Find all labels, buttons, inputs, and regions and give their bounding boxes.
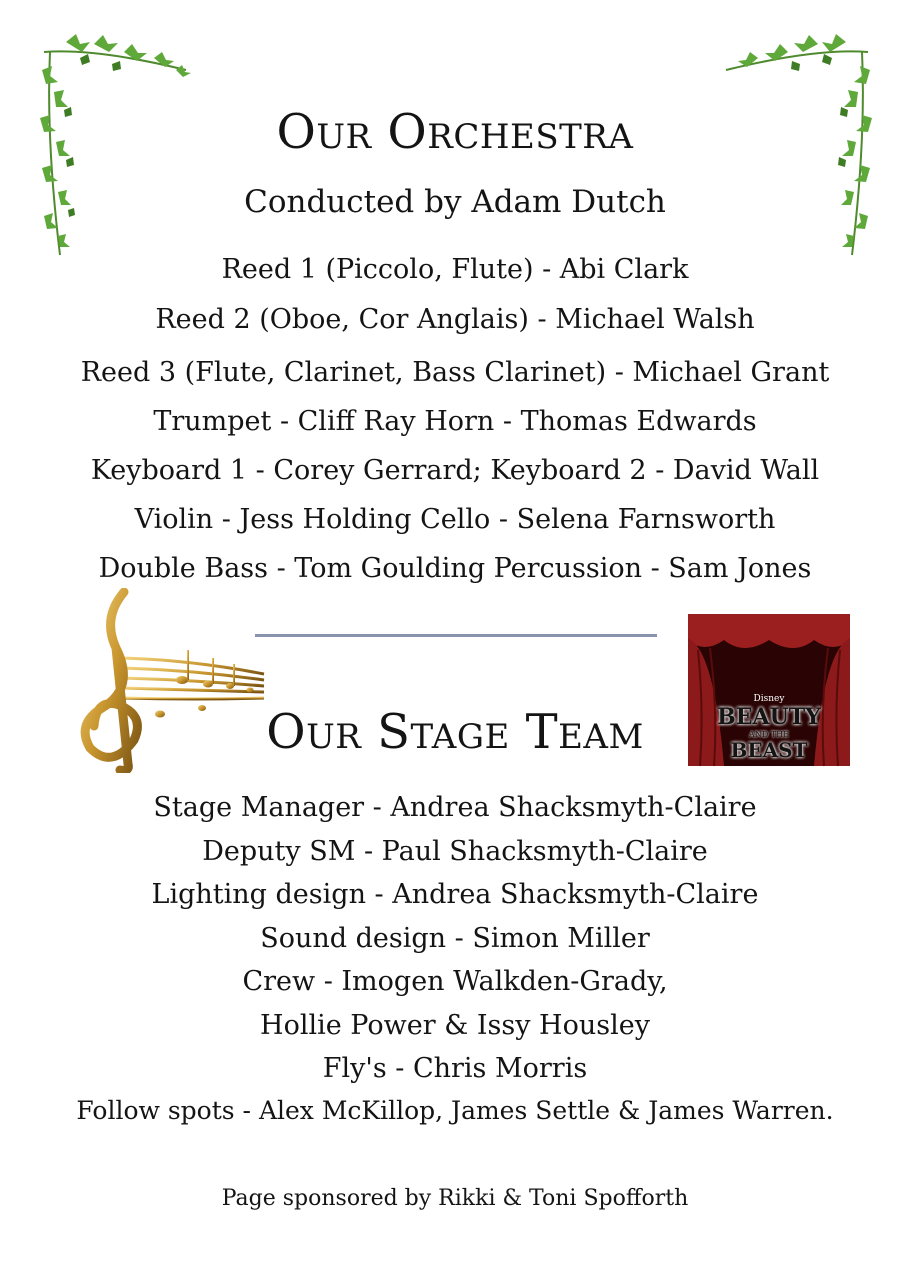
logo-and-the-text: AND THE	[749, 730, 789, 739]
stage-line-crew-continued: Hollie Power & Issy Housley	[260, 1010, 650, 1041]
orchestra-line-strings: Violin - Jess Holding Cello - Selena Farnsworth	[134, 504, 776, 535]
conductor-line: Conducted by Adam Dutch	[244, 184, 666, 220]
stage-team-heading: Our Stage Team	[266, 704, 644, 760]
stage-line-crew: Crew - Imogen Walkden-Grady,	[242, 966, 668, 997]
stage-line-flys: Fly's - Chris Morris	[322, 1053, 588, 1084]
stage-line-lighting: Lighting design - Andrea Shacksmyth-Claire	[151, 879, 759, 910]
stage-line-sound: Sound design - Simon Miller	[260, 923, 650, 954]
stage-line-deputy-sm: Deputy SM - Paul Shacksmyth-Claire	[202, 836, 708, 867]
orchestra-line-bass-percussion: Double Bass - Tom Goulding Percussion - Sam Jones	[98, 553, 812, 584]
orchestra-line-reed3: Reed 3 (Flute, Clarinet, Bass Clarinet) - Michael Grant	[80, 357, 830, 388]
sponsor-footer: Page sponsored by Rikki & Toni Spofforth	[221, 1186, 689, 1211]
section-divider	[255, 634, 657, 637]
orchestra-line-reed2: Reed 2 (Oboe, Cor Anglais) - Michael Walsh	[155, 304, 755, 335]
logo-disney-text: Disney	[753, 694, 785, 704]
orchestra-line-reed1: Reed 1 (Piccolo, Flute) - Abi Clark	[221, 254, 689, 285]
logo-beast-text: BEAST	[730, 738, 808, 762]
orchestra-line-keyboards: Keyboard 1 - Corey Gerrard; Keyboard 2 - David Wall	[90, 455, 820, 486]
orchestra-heading: Our Orchestra	[276, 104, 634, 160]
stage-line-stage-manager: Stage Manager - Andrea Shacksmyth-Claire	[153, 792, 757, 823]
orchestra-line-brass: Trumpet - Cliff Ray Horn - Thomas Edwards	[153, 406, 757, 437]
stage-line-follow-spots: Follow spots - Alex McKillop, James Settle & James Warren.	[76, 1096, 834, 1125]
logo-beauty-text: BEAUTY	[717, 704, 821, 730]
